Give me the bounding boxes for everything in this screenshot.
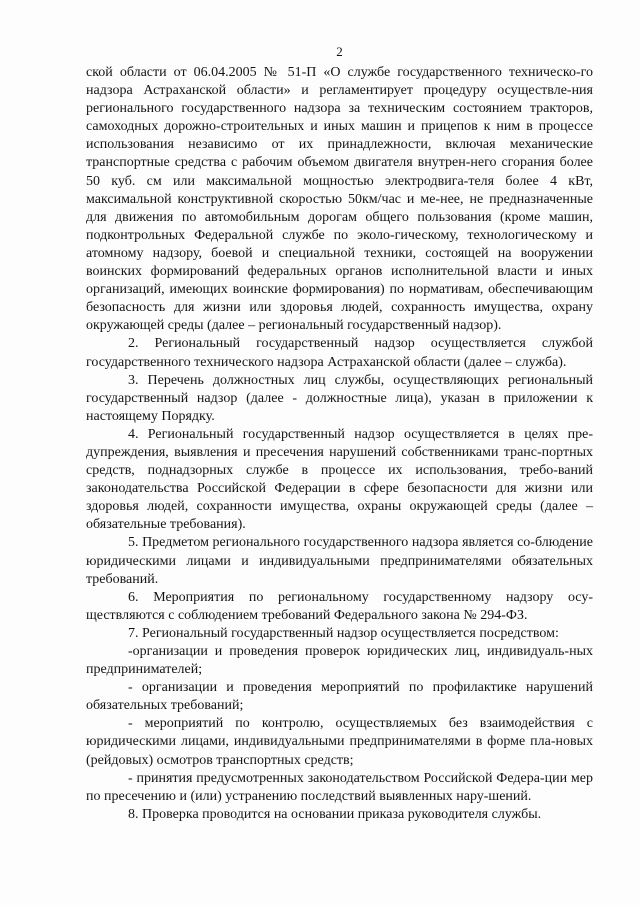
page-number: 2 [336, 44, 343, 59]
list-item-inspections: -организации и проведения проверок юридических лиц, индивидуаль-ных предпринимателей; [86, 644, 593, 678]
paragraph-3: 3. Перечень должностных лиц службы, осуществляющих региональный государственный надзор (далее - должностные лица), указан в приложении к настоящему Порядку. [86, 372, 593, 424]
paragraph-6: 6. Мероприятия по региональному государственному надзору осу-ществляются с соблюдением требований Федерального закона № 294-ФЗ. [86, 589, 593, 623]
paragraph-8: 8. Проверка проводится на основании приказа руководителя службы. [128, 806, 542, 822]
paragraph-2: 2. Региональный государственный надзор осуществляется службой государственного технического надзора Астраханской области (далее – служба). [86, 336, 593, 370]
list-item-control: - мероприятий по контролю, осуществляемых без взаимодействия с юридическими лицами, индивидуальными предпринимателями в форме пла-новых (рейдовых) осмотров транспортных средств; [86, 716, 593, 768]
paragraph-4: 4. Региональный государственный надзор осуществляется в целях пре-дупреждения, выявления и пресечения нарушений собственниками транс-портных средств, поднадзорных службе в процессе их использования, требо-ваний законодательства Российской Федерации в сфере безопасности для жизни или здоровья людей, сохранности имущества, охраны окружающей среды (далее – обязательные требования). [86, 426, 593, 533]
document-body [86, 64, 593, 824]
list-item-measures: - принятия предусмотренных законодательством Российской Федера-ции мер по пресечению и (или) устранению последствий выявленных нару-шений. [86, 770, 593, 804]
paragraph-5: 5. Предметом регионального государственного надзора является со-блюдение юридическими лицами и индивидуальными предпринимателями обязательных требований. [86, 535, 593, 587]
list-item-prevention: - организации и проведения мероприятий по профилактике нарушений обязательных требований; [86, 680, 593, 714]
paragraph-continuation: ской области от 06.04.2005 № 51-П «О службе государственного техническо-го надзора Астраханской области» и регламентирует процедуру осуществле-ния регионального государственного надзора за техническим состоянием тракторов, самоходных дорожно-строительных и иных машин и прицепов к ним в процессе использования независимо от их принадлежности, включая механические транспортные средства с рабочим объемом двигателя внутрен-него сгорания более 50 куб. см или максимальной мощностью электродвига-теля более 4 кВт, максимальной конструктивной скоростью 50км/час и ме-нее, не предназначенные для движения по автомобильным дорогам общего пользования (кроме машин, подконтрольных Федеральной службе по эколо-гическому, технологическому и атомному надзору, боевой и специальной техники, состоящей на вооружении воинских формирований федеральных органов исполнительной власти и иных организаций, имеющих воинские формирования) по нормативам, обеспечивающим безопасность для жизни или здоровья людей, сохранность имущества, охрану окружающей среды (далее – региональный государственный надзор). [86, 65, 593, 334]
paragraph-7: 7. Региональный государственный надзор осуществляется посредством: [128, 625, 559, 641]
